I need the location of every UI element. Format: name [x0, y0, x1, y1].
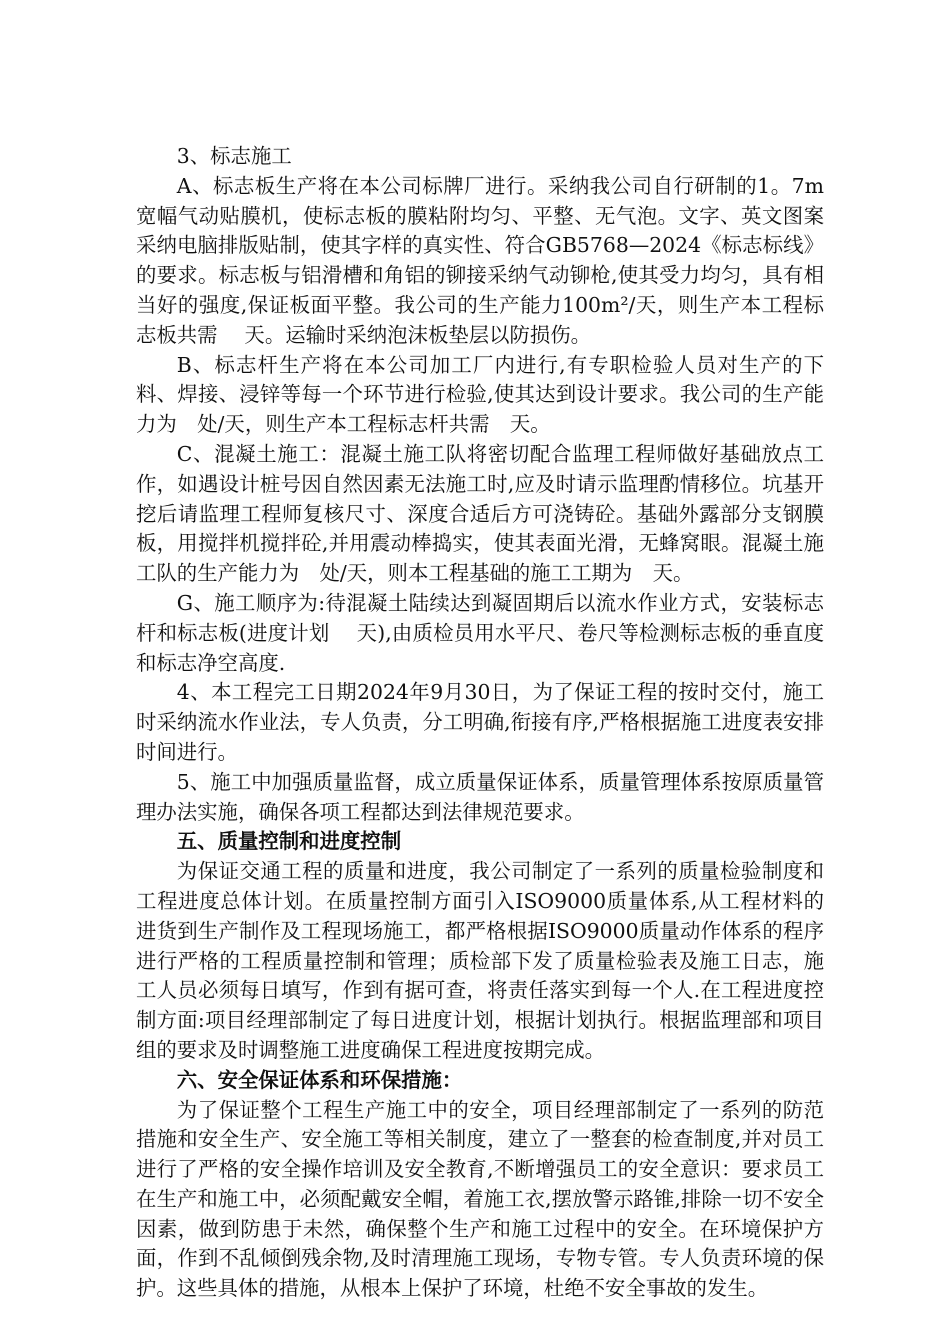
paragraph-safety-environment: 为了保证整个工程生产施工中的安全，项目经理部制定了一系列的防范措施和安全生产、安全施工等相关制度，建立了一整套的检查制度,并对员工进行了严格的安全操作培训及安全教育,不断增强员工的安全意识：要求员工在生产和施工中，必须配戴安全帽，着施工衣,摆放警示路锥,排除一切不安全因素，做到防患于未然，确保整个生产和施工过程中的安全。在环境保护方面，作到不乱倾倒残余物,及时清理施工现场，专物专管。专人负责环境的保护。这些具体的措施，从根本上保护了环境，杜绝不安全事故的发生。 — [136, 1097, 824, 1301]
paragraph-sign-pole-production: B、标志杆生产将在本公司加工厂内进行,有专职检验人员对生产的下料、焊接、浸锌等每一个环节进行检验,使其达到设计要求。我公司的生产能力为 处/天，则生产本工程标志杆共需 天。 — [136, 352, 824, 437]
paragraph-construction-sequence: G、施工顺序为:待混凝土陆续达到凝固期后以流水作业方式，安装标志杆和标志板(进度计划 天),由质检员用水平尺、卷尺等检测标志板的垂直度和标志净空高度. — [136, 590, 824, 675]
paragraph-concrete-construction: C、混凝土施工：混凝土施工队将密切配合监理工程师做好基础放点工作，如遇设计桩号因自然因素无法施工时,应及时请示监理酌情移位。坑基开挖后请监理工程师复核尺寸、深度合适后方可浇铸砼。基础外露部分支钢膜板，用搅拌机搅拌砼,并用震动棒捣实，使其表面光滑，无蜂窝眼。混凝土施工队的生产能力为 处/天，则本工程基础的施工工期为 天。 — [136, 441, 824, 586]
paragraph-quality-supervision: 5、施工中加强质量监督，成立质量保证体系，质量管理体系按原质量管理办法实施，确保各项工程都达到法律规范要求。 — [136, 769, 824, 824]
paragraph-completion-date: 4、本工程完工日期2024年9月30日，为了保证工程的按时交付，施工时采纳流水作业法，专人负责，分工明确,衔接有序,严格根据施工进度表安排时间进行。 — [136, 680, 824, 764]
paragraph-quality-progress: 为保证交通工程的质量和进度，我公司制定了一系列的质量检验制度和工程进度总体计划。在质量控制方面引入ISO9000质量体系,从工程材料的进货到生产制作及工程现场施工，都严格根据ISO9000质量动作体系的程序进行严格的工程质量控制和管理；质检部下发了质量检验表及施工日志，施工人员必须每日填写，作到有据可查，将责任落实到每一个人.在工程进度控制方面:项目经理部制定了每日进度计划，根据计划执行。根据监理部和项目组的要求及时调整施工进度确保工程进度按期完成。 — [136, 859, 824, 1062]
section-heading-quality-progress: 五、质量控制和进度控制 — [176, 829, 402, 854]
document-body — [136, 142, 824, 1304]
paragraph-sign-construction-heading: 3、标志施工 — [176, 144, 292, 168]
section-heading-safety-environment: 六、安全保证体系和环保措施： — [176, 1067, 463, 1092]
paragraph-sign-board-production: A、标志板生产将在本公司标牌厂进行。采纳我公司自行研制的1。7m宽幅气动贴膜机，使标志板的膜粘附均匀、平整、无气泡。文字、英文图案采纳电脑排版贴制，使其字样的真实性、符合GB5768—2024《标志标线》的要求。标志板与铝滑槽和角铝的铆接采纳气动铆枪,使其受力均匀，具有相当好的强度,保证板面平整。我公司的生产能力100m²/天，则生产本工程标志板共需 天。运输时采纳泡沫板垫层以防损伤。 — [136, 173, 824, 347]
